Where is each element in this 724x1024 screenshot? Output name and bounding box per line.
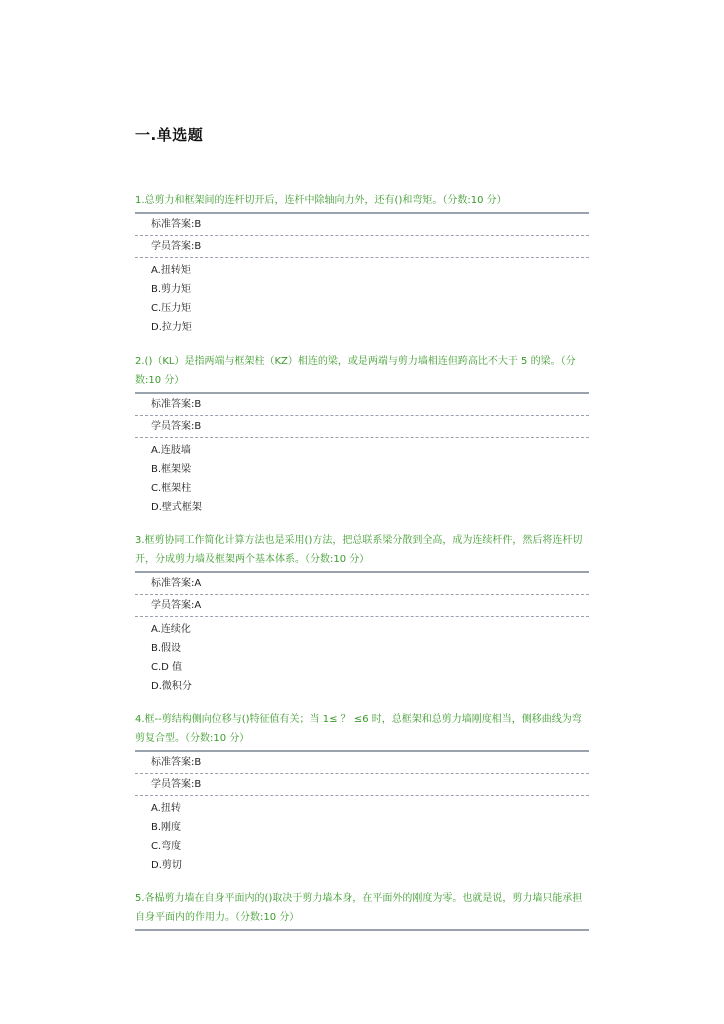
- question-5: [135, 889, 589, 931]
- option-c: C.弯度: [151, 841, 182, 852]
- option-d: D.壁式框架: [151, 502, 202, 513]
- option-list: [135, 441, 589, 517]
- standard-answer: 标准答案:B: [135, 394, 589, 416]
- standard-answer: 标准答案:B: [135, 214, 589, 236]
- option-d: D.拉力矩: [151, 322, 192, 333]
- option-c: C.D 值: [151, 662, 183, 673]
- question-2: [135, 352, 589, 517]
- option-a: A.连肢墙: [151, 445, 191, 456]
- option-b: B.假设: [151, 643, 182, 654]
- option-a: A.扭转: [151, 803, 181, 814]
- option-d: D.微积分: [151, 681, 192, 692]
- question-3: [135, 531, 589, 696]
- option-b: B.剪力矩: [151, 284, 192, 295]
- question-text: 2.()（KL）是指两端与框架柱（KZ）相连的梁，或是两端与剪力墙相连但跨高比不大于 5 的梁。（分数:10 分）: [135, 356, 576, 386]
- option-list: [135, 261, 589, 337]
- student-answer: 学员答案:B: [135, 416, 589, 438]
- question-4: [135, 710, 589, 875]
- question-text: 1.总剪力和框架间的连杆切开后，连杆中除轴向力外，还有()和弯矩。（分数:10 分）: [135, 195, 507, 206]
- option-list: [135, 620, 589, 696]
- student-answer: 学员答案:A: [135, 595, 589, 617]
- standard-answer: 标准答案:A: [135, 573, 589, 595]
- standard-answer: 标准答案:B: [135, 752, 589, 774]
- question-divider: [135, 929, 589, 931]
- student-answer: 学员答案:B: [135, 774, 589, 796]
- option-d: D.剪切: [151, 860, 182, 871]
- question-1: [135, 191, 589, 337]
- section-title: 一.单选题: [135, 126, 204, 144]
- option-b: B.刚度: [151, 822, 182, 833]
- student-answer: 学员答案:B: [135, 236, 589, 258]
- option-b: B.框架梁: [151, 464, 192, 475]
- question-text: 3.框剪协同工作简化计算方法也是采用()方法，把总联系梁分散到全高，成为连续杆件，然后将连杆切开，分成剪力墙及框架两个基本体系。（分数:10 分）: [135, 535, 583, 565]
- option-c: C.框架柱: [151, 483, 192, 494]
- option-a: A.连续化: [151, 624, 191, 635]
- option-c: C.压力矩: [151, 303, 192, 314]
- question-text: 4.框--剪结构侧向位移与()特征值有关；当 1≤ ？ ≤6 时，总框架和总剪力墙刚度相当，侧移曲线为弯剪复合型。（分数:10 分）: [135, 714, 582, 744]
- option-a: A.扭转矩: [151, 265, 191, 276]
- question-text: 5.各榀剪力墙在自身平面内的()取决于剪力墙本身，在平面外的刚度为零。也就是说，剪力墙只能承担自身平面内的作用力。（分数:10 分）: [135, 893, 583, 923]
- option-list: [135, 799, 589, 875]
